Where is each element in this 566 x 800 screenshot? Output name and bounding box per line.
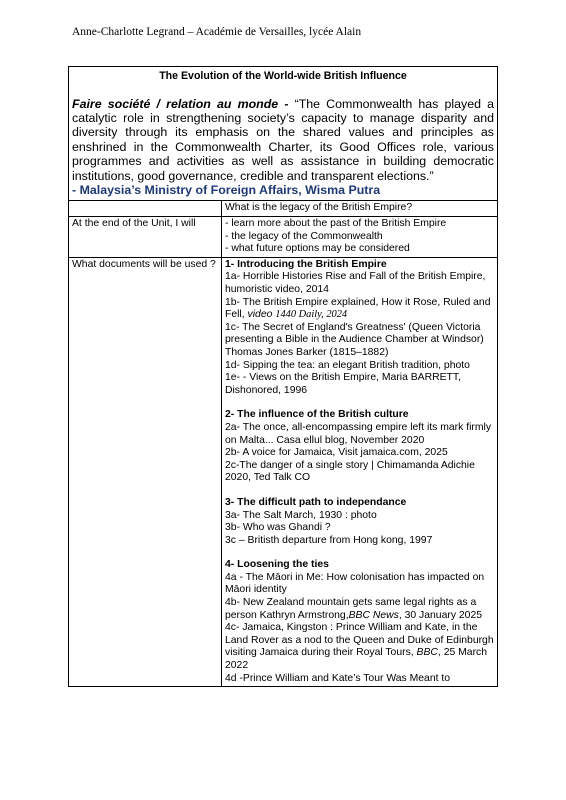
document-item: 4d -Prince William and Kate’s Tour Was Meant to	[225, 672, 451, 684]
question-row	[69, 201, 498, 217]
goals-list	[222, 217, 498, 258]
document-item-date: , 25 March 2022	[225, 647, 488, 672]
document-item-publication: BBC News	[348, 609, 399, 621]
document-item: 1e- - Views on the British Empire, Maria BARRETT, Dishonored, 1996	[225, 372, 461, 396]
document-item	[225, 297, 494, 322]
unit-quote	[72, 97, 494, 183]
goal-item: - the legacy of the Commonwealth	[225, 230, 383, 242]
document-item: 3c – Britisth departure from Hong kong, 1997	[225, 534, 433, 546]
document-item: 2c-The danger of a single story | Chimamanda Adichie 2020, Ted Talk CO	[225, 459, 475, 484]
unit-intro-row	[69, 67, 498, 201]
section-title: 1- Introducing the British Empire	[225, 258, 387, 270]
section-spacer	[225, 547, 494, 559]
quote-text: “The Commonwealth has played a catalytic role in strengthening society’s capacity to manage disparity and diversity through its emphasis on the shared values and principles as enshrined in the Commonwealth Charter, its Good Offices role, various programmes and activities as well as assistance in building democratic institutions, good governance, credible and transparent elections.”	[72, 96, 494, 183]
document-item: 2b- A voice for Jamaica, Visit jamaica.com, 2025	[225, 447, 448, 459]
goal-item: - what future options may be considered	[225, 243, 410, 255]
documents-row	[69, 257, 498, 686]
documents-list	[222, 257, 498, 686]
goals-row	[69, 217, 498, 258]
document-item: 3a- The Salt March, 1930 : photo	[225, 509, 377, 521]
question-left-cell	[69, 201, 222, 217]
unit-intro-cell	[69, 67, 498, 201]
document-item	[225, 597, 494, 622]
document-item	[225, 622, 494, 672]
document-item-text: 4c- Jamaica, Kingston : Prince William and Kate, in the Land Rover as a nod to the Queen and Duke of Edinburgh visiting Jamaica during their Royal Tours,	[225, 622, 494, 659]
document-item: 1a- Horrible Histories Rise and Fall of the British Empire, humoristic video, 2014	[225, 271, 486, 295]
document-item: 2a- The once, all-encompassing empire left its mark firmly on Malta... Casa ellul blog, November 2020	[225, 421, 492, 446]
goals-label: At the end of the Unit, I will	[69, 217, 222, 258]
document-item-text: 4b- New Zealand mountain gets same legal rights as a person Kathryn Armstrong,	[225, 597, 477, 621]
unit-title: The Evolution of the World-wide British Influence	[159, 70, 407, 82]
document-item: 1c- The Secret of England's Greatness' (Queen Victoria presenting a Bible in the Audience Chamber at Windsor) Thomas Jones Barker (1815–1882)	[225, 321, 484, 358]
page-header: Anne-Charlotte Legrand – Académie de Versailles, lycée Alain	[72, 26, 362, 38]
document-item: 3b- Who was Ghandi ?	[225, 522, 331, 534]
document-item-format: video	[247, 309, 273, 321]
section-title: 2- The influence of the British culture	[225, 409, 409, 421]
document-item-date: , 30 January 2025	[398, 609, 483, 621]
section-title: 3- The difficult path to independance	[225, 496, 407, 508]
unit-table	[68, 66, 498, 687]
document-item-source: 1440 Daily, 2024	[275, 309, 348, 321]
unit-question: What is the legacy of the British Empire?	[222, 201, 498, 217]
document-item-text: 1b- The British Empire explained, How it Rose, Ruled and Fell,	[225, 296, 491, 321]
section-title: 4- Loosening the ties	[225, 559, 329, 571]
quote-source: - Malaysia’s Ministry of Foreign Affairs, Wisma Putra	[72, 183, 381, 198]
goal-item: - learn more about the past of the British Empire	[225, 218, 447, 230]
document-item-publication: BBC	[416, 647, 438, 659]
document-item: 4a - The Māori in Me: How colonisation has impacted on Māori identity	[225, 571, 485, 596]
documents-label: What documents will be used ?	[69, 257, 222, 686]
section-spacer	[225, 485, 494, 497]
document-item: 1d- Sipping the tea: an elegant British tradition, photo	[225, 359, 470, 371]
quote-lead: Faire société / relation au monde -	[72, 96, 289, 111]
section-spacer	[225, 397, 494, 409]
